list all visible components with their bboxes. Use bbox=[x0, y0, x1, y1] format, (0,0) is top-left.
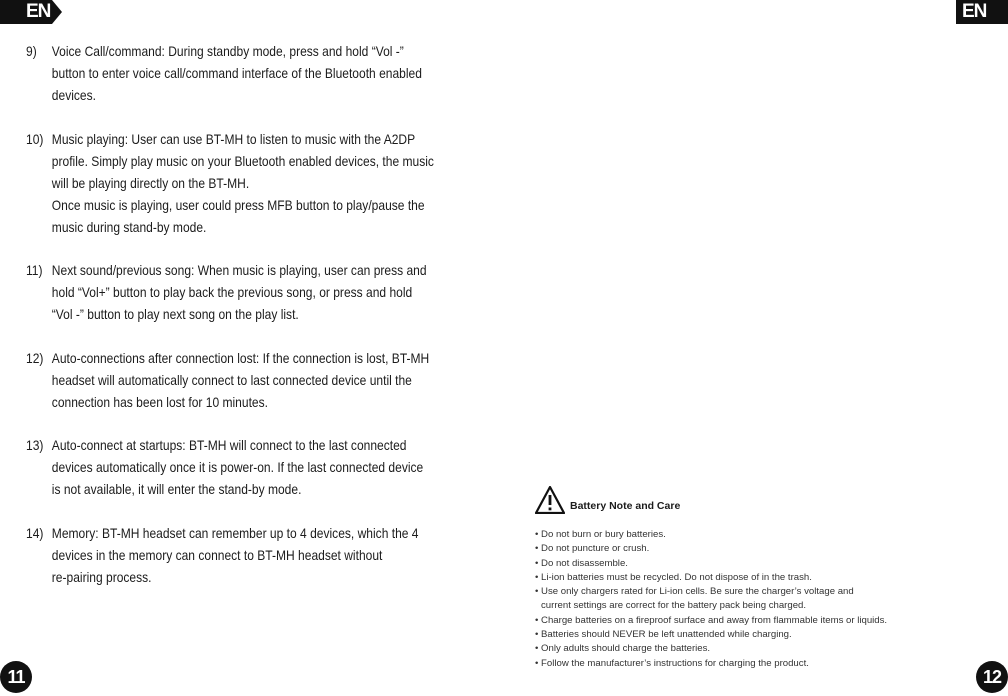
step-number: 11) bbox=[26, 262, 43, 278]
instruction-step bbox=[26, 522, 482, 588]
battery-note-item: • Follow the manufacturer’s instructions for charging the product. bbox=[535, 657, 809, 669]
step-text-line: button to enter voice call/command interface of the Bluetooth enabled bbox=[51, 65, 422, 81]
step-text-line: devices. bbox=[51, 87, 96, 103]
step-text-line: Auto-connections after connection lost: If the connection is lost, BT-MH bbox=[51, 349, 430, 366]
step-text-line: Memory: BT-MH headset can remember up to 4 devices, which the 4 bbox=[51, 524, 419, 541]
battery-note-item: current settings are correct for the battery pack being charged. bbox=[541, 600, 807, 612]
step-text-line: Next sound/previous song: When music is playing, user can press and bbox=[51, 262, 427, 278]
instruction-step bbox=[26, 128, 482, 238]
language-tag-left-label: EN bbox=[26, 1, 51, 22]
step-text-line: “Vol -” button to play next song on the play list. bbox=[51, 306, 299, 322]
step-text-line: will be playing directly on the BT-MH. bbox=[51, 174, 250, 191]
battery-note-title: Battery Note and Care bbox=[570, 500, 681, 512]
battery-note-item: • Charge batteries on a fireproof surface and away from flammable items or liquids. bbox=[535, 614, 888, 626]
page-number-right-label: 12 bbox=[982, 666, 1002, 687]
page-number-left-label: 11 bbox=[7, 666, 25, 687]
step-text-line: Music playing: User can use BT-MH to listen to music with the A2DP bbox=[51, 130, 416, 147]
step-number: 10) bbox=[26, 130, 44, 147]
instruction-step bbox=[26, 259, 482, 325]
battery-note-item: • Only adults should charge the batteries. bbox=[535, 643, 711, 655]
instruction-step bbox=[26, 347, 482, 413]
page-number-right bbox=[976, 661, 1008, 693]
step-text-line: re-pairing process. bbox=[51, 568, 152, 585]
language-tag-right-label: EN bbox=[962, 1, 987, 22]
instruction-step bbox=[26, 434, 482, 500]
step-text-line: profile. Simply play music on your Bluetooth enabled devices, the music bbox=[51, 152, 434, 169]
language-tag-divider bbox=[52, 0, 55, 24]
step-number: 14) bbox=[26, 524, 44, 541]
instruction-step bbox=[26, 40, 482, 106]
battery-note-item: • Use only chargers rated for Li-ion cells. Be sure the charger’s voltage and bbox=[535, 586, 854, 598]
battery-note-item: • Li-ion batteries must be recycled. Do not dispose of in the trash. bbox=[535, 571, 812, 583]
step-text-line: devices in the memory can connect to BT-MH headset without bbox=[51, 546, 383, 563]
battery-note-list bbox=[535, 528, 965, 671]
step-text-line: Auto-connect at startups: BT-MH will connect to the last connected bbox=[51, 437, 407, 453]
step-text-line: Once music is playing, user could press MFB button to play/pause the bbox=[51, 196, 425, 213]
step-text-line: music during stand-by mode. bbox=[51, 218, 207, 235]
step-number: 13) bbox=[26, 437, 44, 453]
warning-icon bbox=[535, 486, 565, 514]
language-tag-left bbox=[0, 0, 52, 24]
battery-note-item: • Batteries should NEVER be left unattended while charging. bbox=[535, 629, 792, 641]
step-text-line: devices automatically once it is power-on. If the last connected device bbox=[51, 459, 424, 475]
language-tag-right bbox=[956, 0, 1008, 24]
step-text-line: Voice Call/command: During standby mode, press and hold “Vol -” bbox=[51, 43, 404, 59]
step-number: 9) bbox=[26, 43, 37, 59]
step-number: 12) bbox=[26, 349, 44, 366]
step-text-line: is not available, it will enter the stand-by mode. bbox=[51, 481, 302, 497]
page-number-left bbox=[0, 661, 32, 693]
step-text-line: connection has been lost for 10 minutes. bbox=[51, 393, 268, 410]
battery-note-section bbox=[535, 482, 965, 671]
step-text-line: hold “Vol+” button to play back the previous song, or press and hold bbox=[51, 284, 413, 300]
step-text-line: headset will automatically connect to last connected device until the bbox=[51, 371, 412, 388]
battery-note-header bbox=[535, 482, 965, 514]
instruction-steps bbox=[26, 40, 466, 609]
battery-note-item: • Do not disassemble. bbox=[535, 557, 628, 569]
battery-note-item: • Do not burn or bury batteries. bbox=[535, 529, 666, 540]
battery-note-item: • Do not puncture or crush. bbox=[535, 543, 650, 555]
